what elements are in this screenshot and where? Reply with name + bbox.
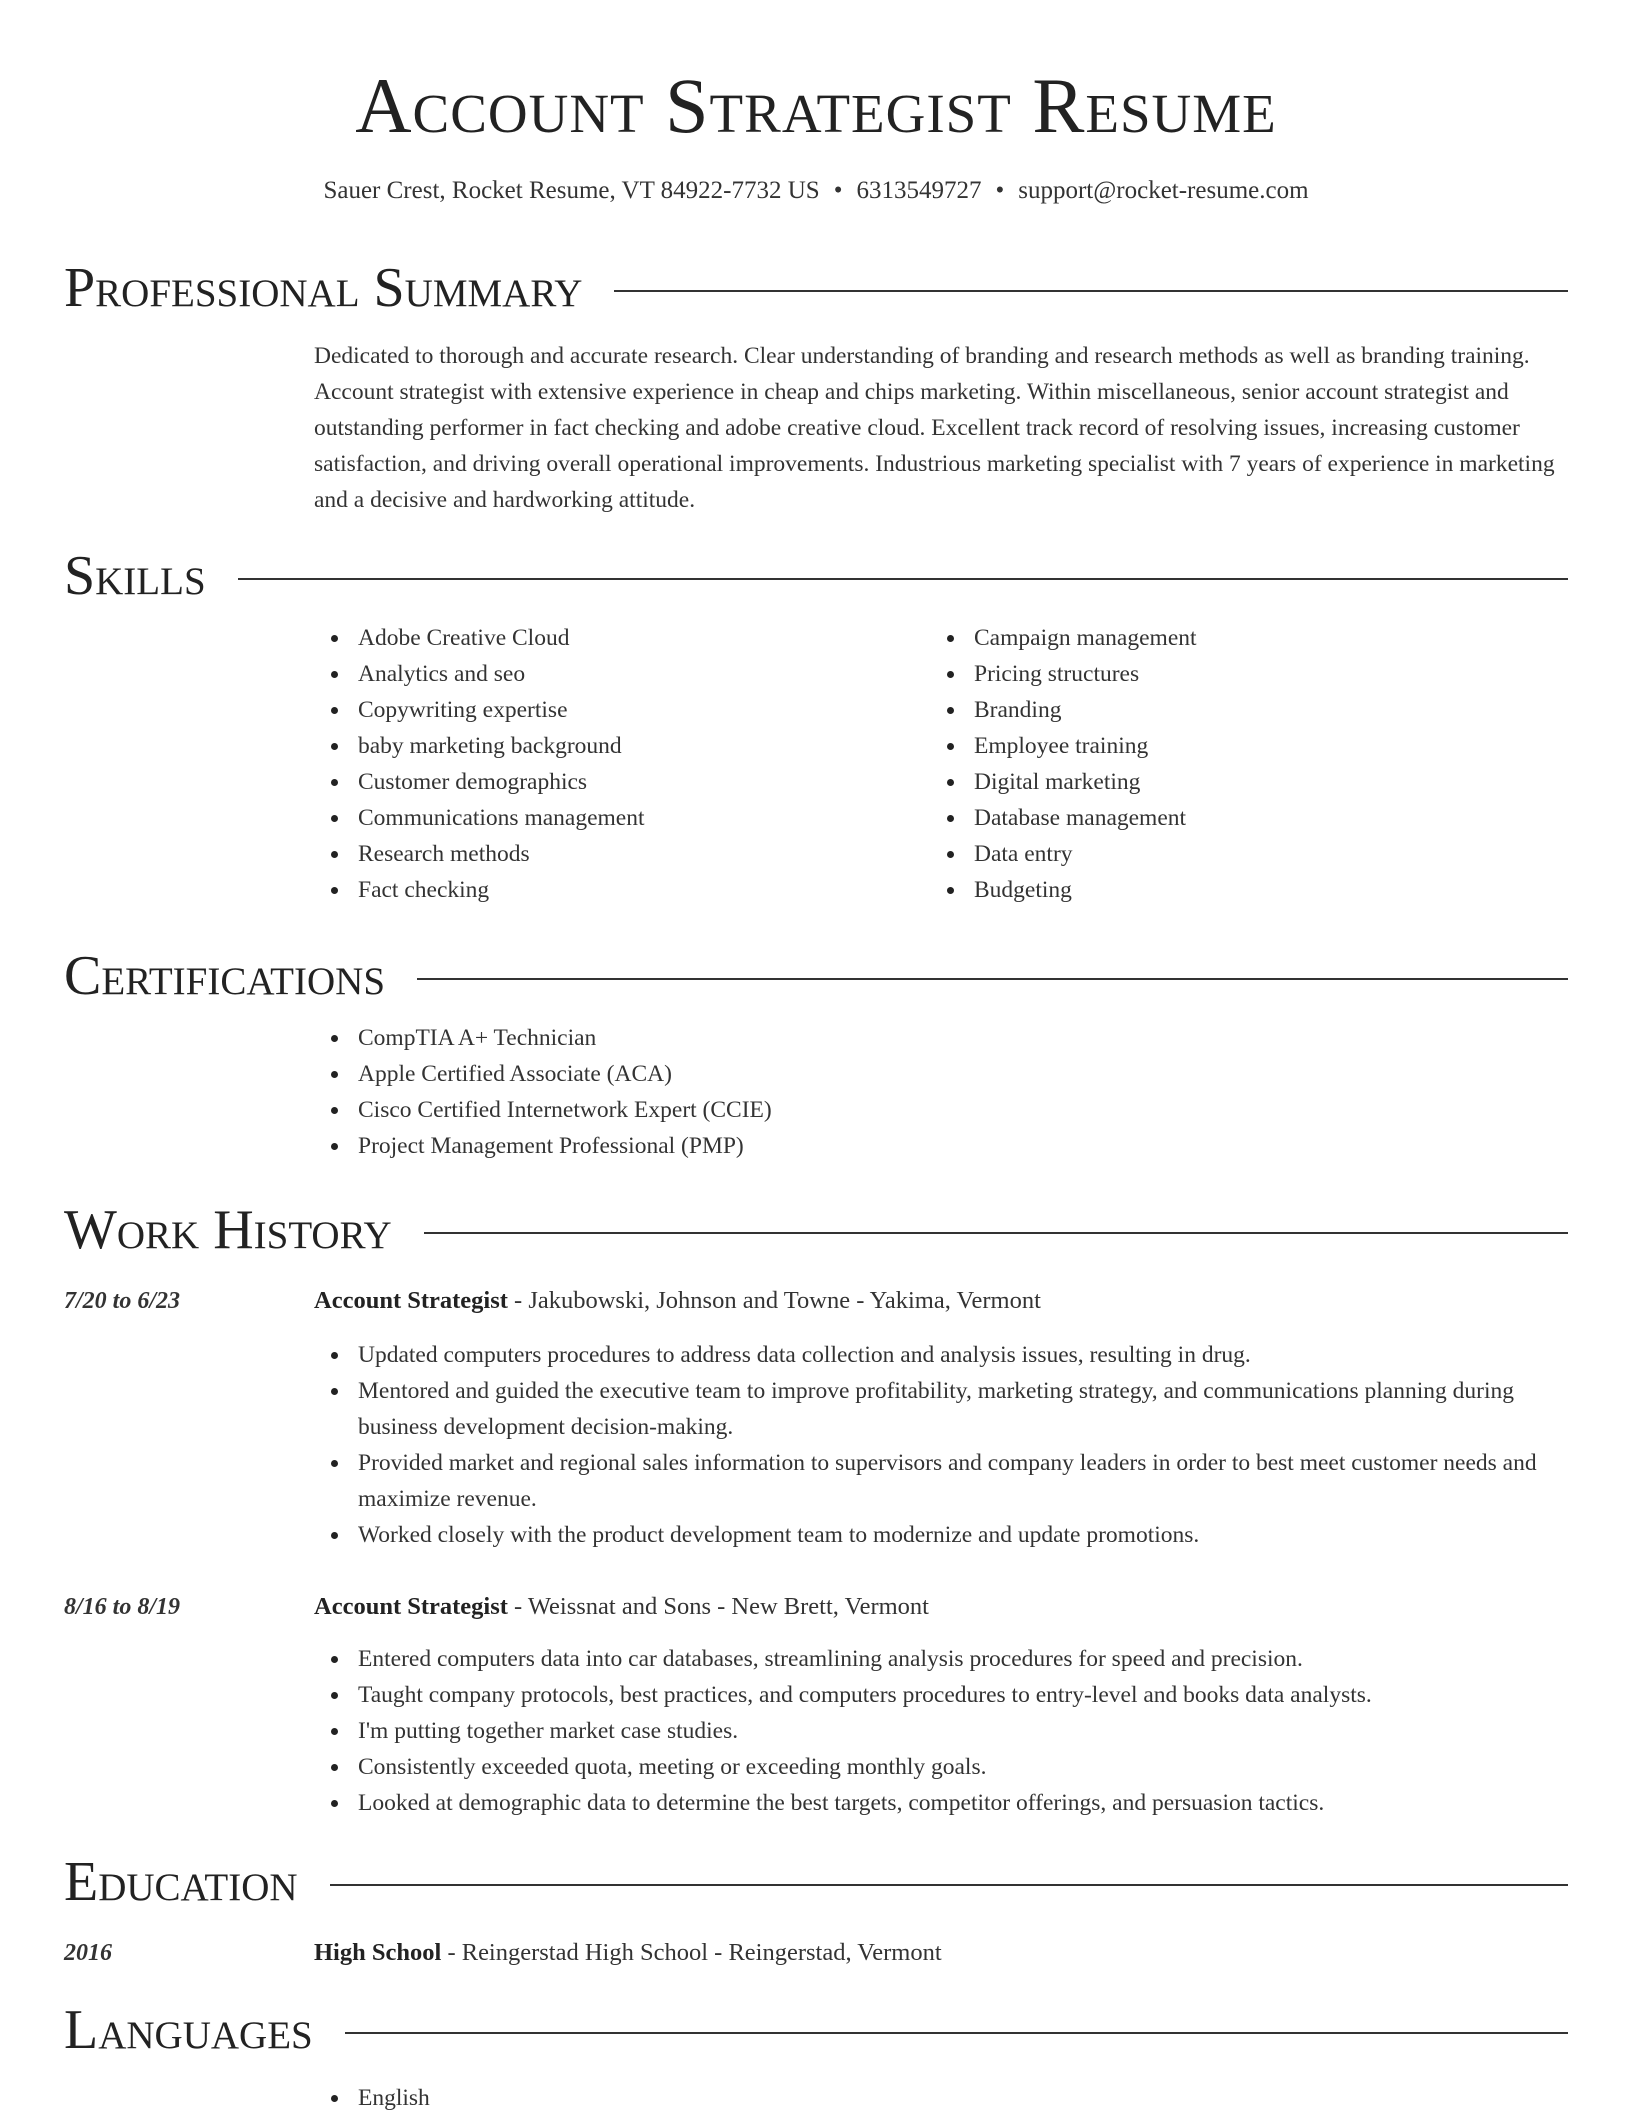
job-bullet: Updated computers procedures to address data collection and analysis issues, resulting in drug. [358,1337,1568,1373]
job-bullet: Looked at demographic data to determine the best targets, competitor offerings, and persuasion tactics. [358,1785,1568,1821]
job-dates: 7/20 to 6/23 [64,1288,181,1314]
contact-line [0,176,1632,206]
skill-item: Pricing structures [974,656,1490,692]
skill-item: Communications management [358,800,874,836]
certification-item: Cisco Certified Internetwork Expert (CCIE) [358,1092,1568,1128]
section-skills [64,543,1568,609]
contact-email[interactable]: support@rocket-resume.com [1018,177,1309,204]
section-education [64,1849,1568,1915]
section-languages [64,1997,1568,2063]
job-bullet: Worked closely with the product development team to modernize and update promotions. [358,1517,1568,1553]
job-title: Account Strategist [314,1287,508,1314]
contact-phone: 6313549727 [856,177,982,204]
skill-item: Research methods [358,836,874,872]
education-year: 2016 [64,1940,112,1966]
certification-item: CompTIA A+ Technician [358,1020,1568,1056]
section-heading: Languages [64,1999,313,2061]
resume-title: Account Strategist Resume [355,62,1277,149]
skill-item: Digital marketing [974,764,1490,800]
job-heading [314,1589,1568,1625]
education-degree: High School [314,1939,442,1966]
job-bullet: Taught company protocols, best practices, and computers procedures to entry-level and books data analysts. [358,1677,1568,1713]
certification-item: Project Management Professional (PMP) [358,1128,1568,1164]
section-certifications [64,943,1568,1009]
contact-separator: • [995,177,1005,204]
job-details: - Jakubowski, Johnson and Towne - Yakima, Vermont [507,1287,1041,1314]
skill-item: Branding [974,692,1490,728]
job-bullet: Entered computers data into car databases, streamlining analysis procedures for speed and precision. [358,1641,1568,1677]
education-heading [314,1935,1568,1971]
job-bullet: Mentored and guided the executive team to improve profitability, marketing strategy, and communications planning during business development decision-making. [358,1373,1568,1445]
section-divider [238,578,1568,580]
skills-column-right [930,620,1490,908]
skill-item: Fact checking [358,872,874,908]
section-divider [345,2032,1568,2034]
skills-column-left [314,620,874,908]
job-heading [314,1283,1568,1319]
job-title: Account Strategist [314,1593,508,1620]
section-heading: Skills [64,545,206,607]
section-heading: Certifications [64,945,386,1007]
contact-address: Sauer Crest, Rocket Resume, VT 84922-7732 US [323,177,820,204]
skill-item: Database management [974,800,1490,836]
skill-item: Customer demographics [358,764,874,800]
education-details: - Reingerstad High School - Reingerstad, Vermont [441,1939,942,1966]
job-details: - Weissnat and Sons - New Brett, Vermont [507,1593,929,1620]
job-bullet: Consistently exceeded quota, meeting or exceeding monthly goals. [358,1749,1568,1785]
skill-item: Employee training [974,728,1490,764]
skill-item: baby marketing background [358,728,874,764]
summary-text: Dedicated to thorough and accurate research. Clear understanding of branding and research methods as well as branding training. Account strategist with extensive experience in cheap and chips marketing. Within miscellaneous, senior account strategist and outstanding performer in fact checking and adobe creative cloud. Excellent track record of resolving issues, increasing customer satisfaction, and driving overall operational improvements. Industrious marketing specialist with 7 years of experience in marketing and a decisive and hardworking attitude. [314,343,1555,513]
job-bullet: I'm putting together market case studies. [358,1713,1568,1749]
skill-item: Copywriting expertise [358,692,874,728]
job-bullet: Provided market and regional sales information to supervisors and company leaders in order to best meet customer needs and maximize revenue. [358,1445,1568,1517]
section-divider [417,978,1568,980]
job-dates: 8/16 to 8/19 [64,1594,181,1620]
certifications-list [314,1020,1568,1164]
section-professional-summary [64,255,1568,321]
section-heading: Work History [64,1199,392,1261]
skill-item: Adobe Creative Cloud [358,620,874,656]
job-bullets [314,1641,1568,1821]
section-heading: Professional Summary [64,257,583,319]
skill-item: Campaign management [974,620,1490,656]
skill-item: Data entry [974,836,1490,872]
section-divider [614,290,1568,292]
certification-item: Apple Certified Associate (ACA) [358,1056,1568,1092]
languages-list [314,2080,1568,2116]
job-bullets [314,1337,1568,1553]
skill-item: Budgeting [974,872,1490,908]
section-divider [424,1232,1568,1234]
section-divider [330,1884,1568,1886]
section-work-history [64,1197,1568,1263]
skill-item: Analytics and seo [358,656,874,692]
section-heading: Education [64,1851,298,1913]
contact-separator: • [833,177,843,204]
language-item: English [358,2080,1568,2116]
